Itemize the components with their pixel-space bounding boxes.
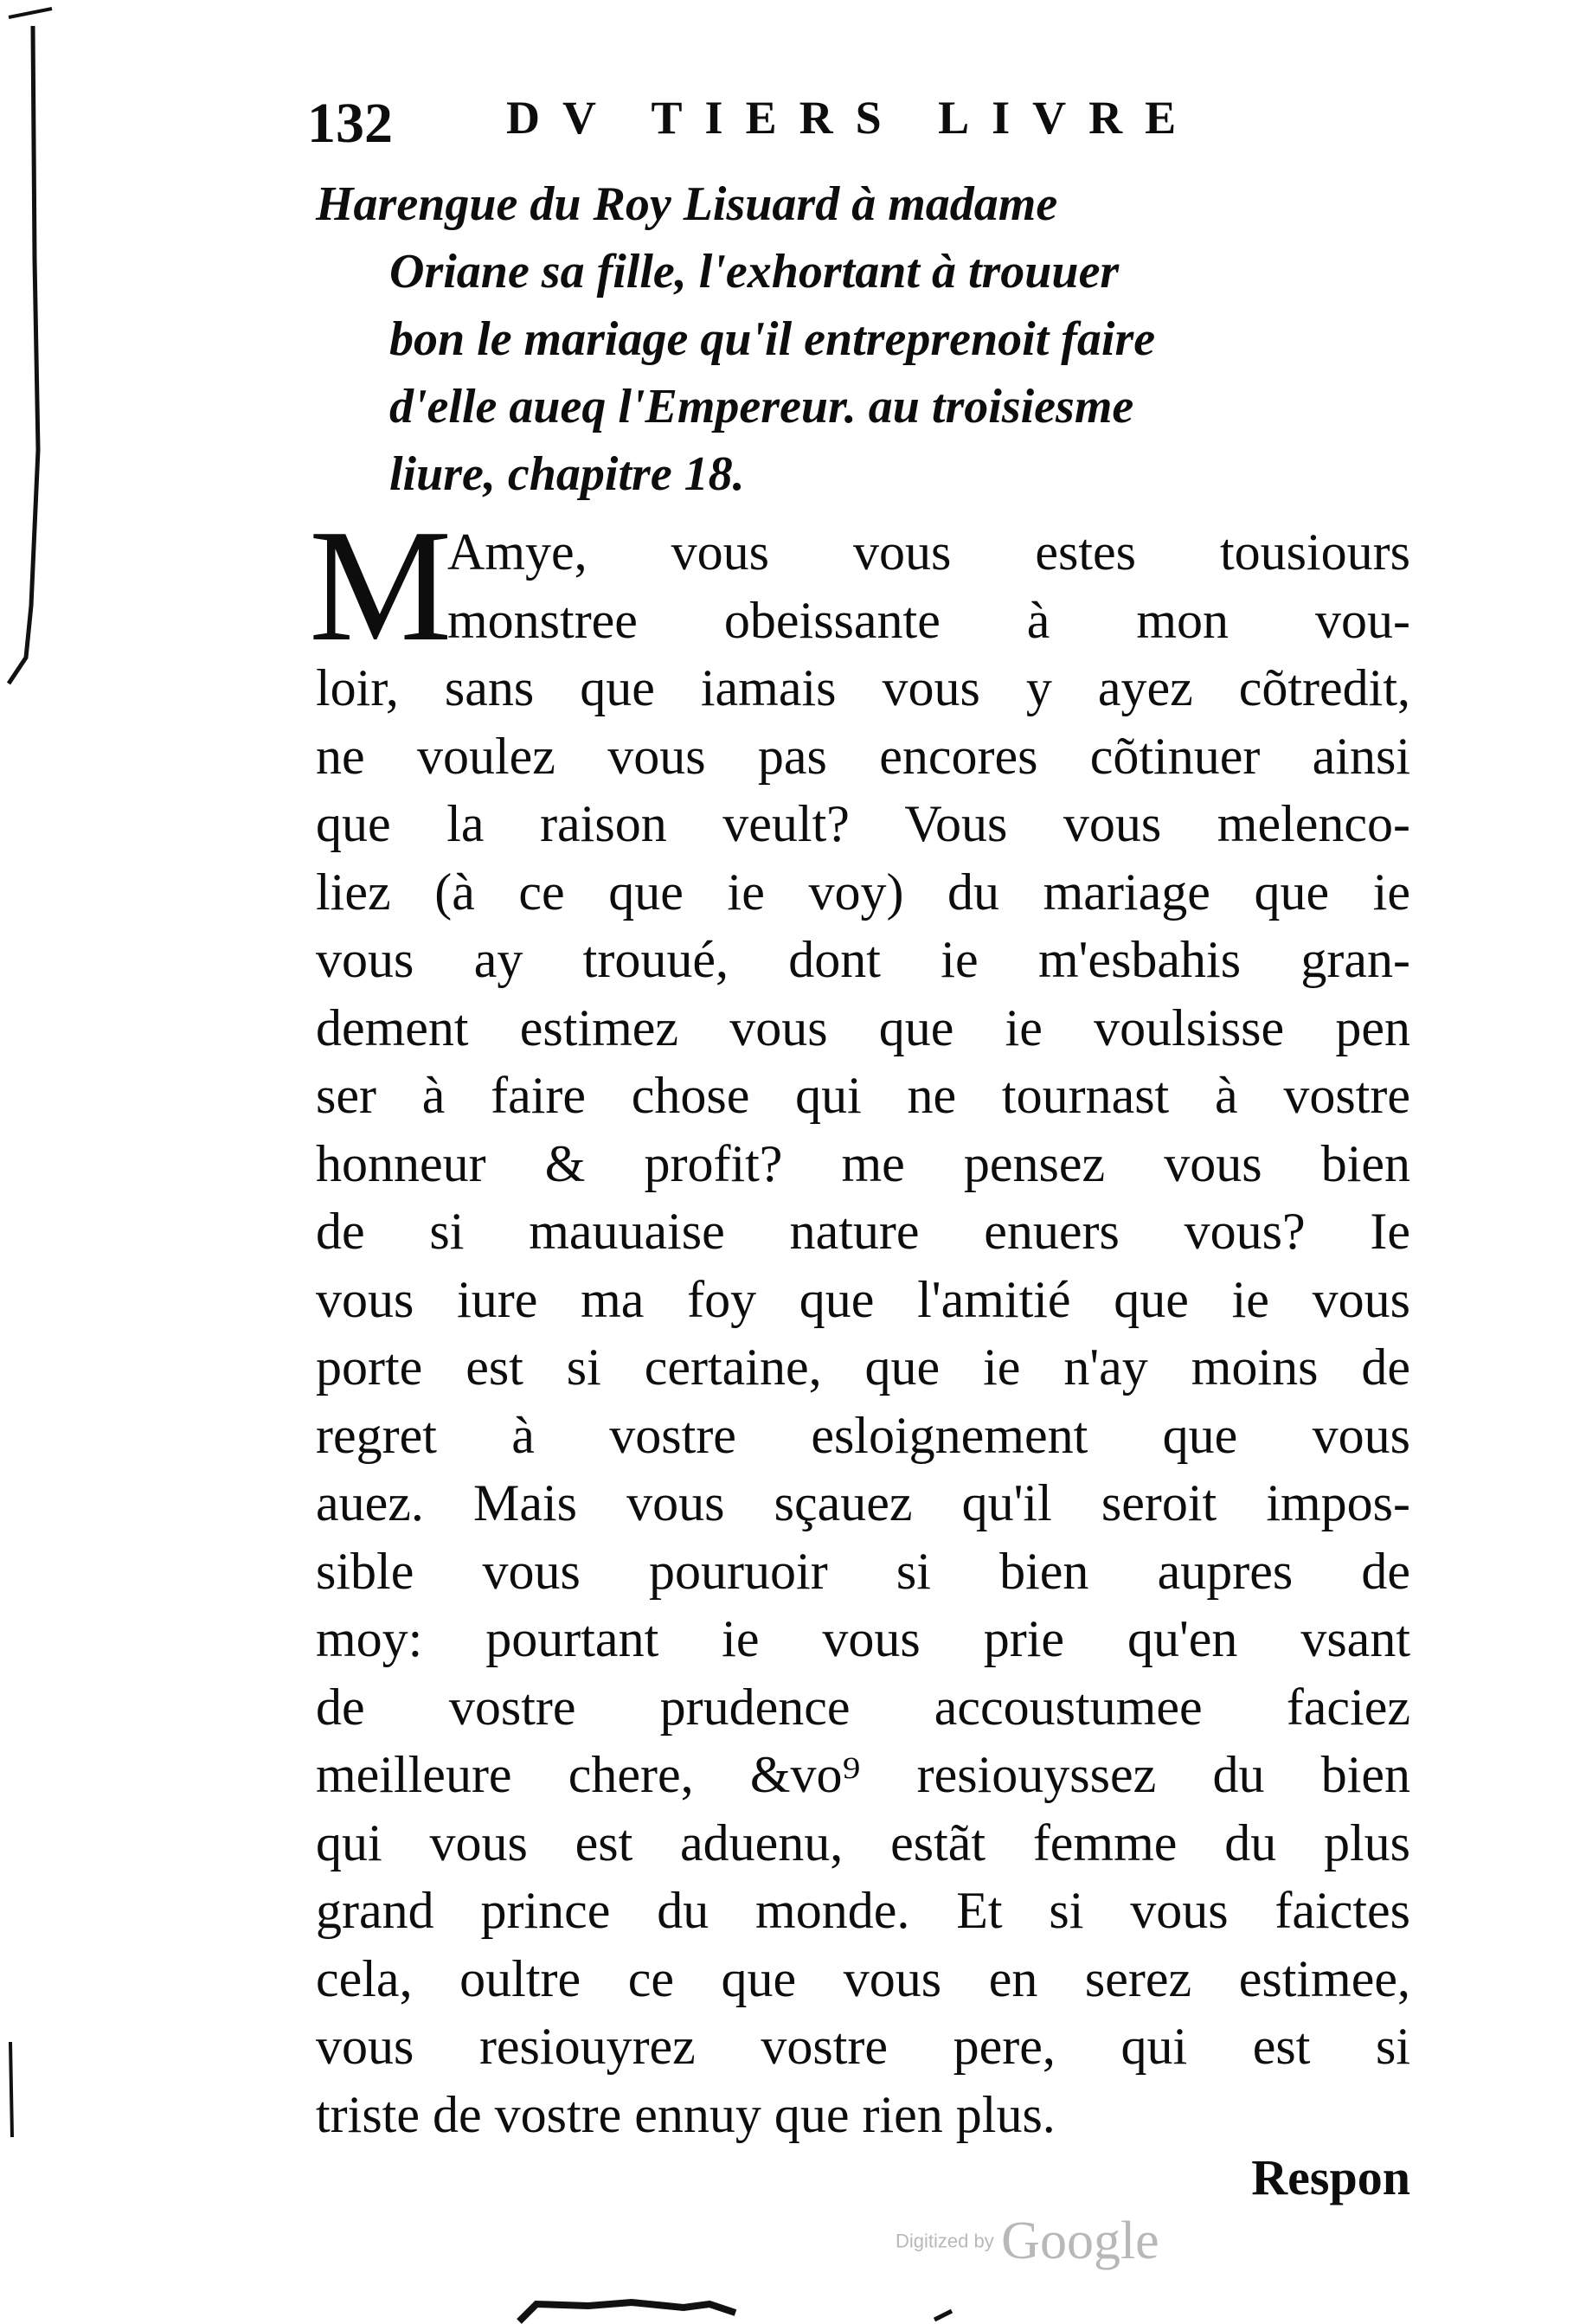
- heading-line: d'elle aueq l'Empereur. au troisiesme: [389, 380, 1134, 433]
- text-line: grand prince du monde. Et si vous faictes: [316, 1882, 1410, 1939]
- page-edge-bottom: [485, 2297, 1263, 2324]
- text-line: auez. Mais vous sçauez qu'il seroit impos-: [316, 1474, 1410, 1531]
- text-line: liez (à ce que ie voy) du mariage que ie: [316, 863, 1410, 921]
- text-line: que la raison veult? Vous vous melenco-: [316, 795, 1410, 852]
- page-edge-left: [0, 0, 69, 2324]
- text-line: de vostre prudence accoustumee faciez: [316, 1678, 1410, 1736]
- watermark-prefix: Digitized by: [896, 2230, 994, 2252]
- text-line: de si mauuaise nature enuers vous? Ie: [316, 1203, 1410, 1260]
- text-line: ser à faire chose qui ne tournast à vostre: [316, 1067, 1410, 1124]
- heading-line: Harengue du Roy Lisuard à madame: [316, 177, 1058, 231]
- text-line: Amye, vous vous estes tousiours: [447, 523, 1410, 581]
- text-line: loir, sans que iamais vous y ayez cõtredit,: [316, 659, 1410, 716]
- digitized-watermark: [896, 2211, 1159, 2272]
- text-line: honneur & profit? me pensez vous bien: [316, 1134, 1410, 1192]
- text-line: vous iure ma foy que l'amitié que ie vous: [316, 1270, 1410, 1328]
- text-line: qui vous est aduenu, estãt femme du plus: [316, 1814, 1410, 1871]
- heading-line: Oriane sa fille, l'exhortant à trouuer: [389, 245, 1120, 299]
- text-line: cela, oultre ce que vous en serez estimee,: [316, 1949, 1410, 2007]
- text-line: sible vous pouruoir si bien aupres de: [316, 1542, 1410, 1600]
- text-line: moy: pourtant ie vous prie qu'en vsant: [316, 1610, 1410, 1667]
- text-line: porte est si certaine, que ie n'ay moins de: [316, 1339, 1410, 1396]
- book-page: [307, 82, 1410, 2209]
- heading-line: bon le mariage qu'il entreprenoit faire: [389, 312, 1156, 366]
- text-line: dement estimez vous que ie voulsisse pen: [316, 998, 1410, 1056]
- page-header: [307, 82, 1410, 160]
- running-title: DV TIERS LIVRE: [506, 92, 1199, 144]
- heading-line: liure, chapitre 18.: [389, 447, 745, 501]
- drop-cap: M: [309, 497, 453, 675]
- text-line: monstree obeissante à mon vou-: [447, 591, 1410, 649]
- chapter-heading: [316, 170, 1415, 508]
- text-line: regret à vostre esloignement que vous: [316, 1406, 1410, 1464]
- text-line: ne voulez vous pas encores cõtinuer ainsi: [316, 727, 1410, 785]
- body-text: [309, 497, 1410, 2148]
- page-number: 132: [307, 92, 393, 155]
- text-line: vous ay trouué, dont ie m'esbahis gran-: [316, 931, 1410, 988]
- text-line: vous resiouyrez vostre pere, qui est si: [316, 2018, 1410, 2075]
- catchword: Respon: [1251, 2149, 1410, 2205]
- text-line: meilleure chere, &vo⁹ resiouyssez du bien: [316, 1746, 1410, 1803]
- watermark-brand: Google: [1001, 2212, 1159, 2270]
- text-line: triste de vostre ennuy que rien plus.: [316, 2085, 1056, 2143]
